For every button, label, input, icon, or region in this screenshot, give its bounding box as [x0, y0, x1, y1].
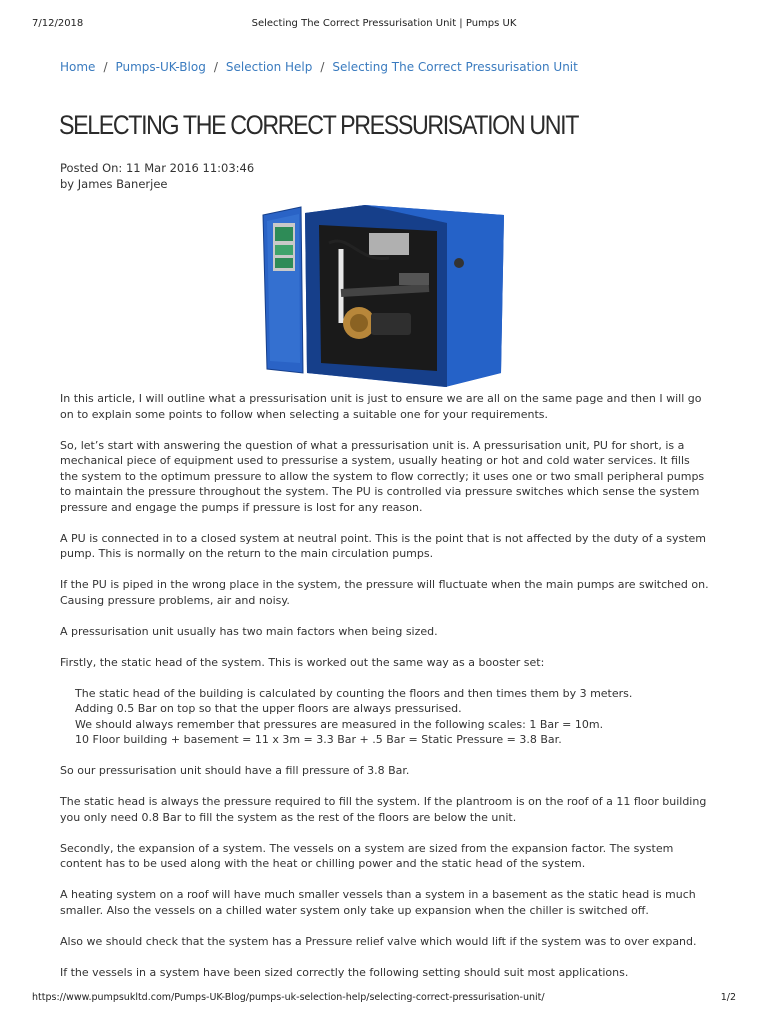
pressurisation-unit-photo [259, 203, 509, 388]
print-header [32, 18, 736, 32]
article-meta [60, 160, 254, 192]
breadcrumb-separator: / [320, 60, 325, 74]
breadcrumb-separator: / [213, 60, 218, 74]
paragraph: A pressurisation unit usually has two main factors when being sized. [60, 624, 438, 638]
print-url: https://www.pumpsukltd.com/Pumps-UK-Blog/pumps-uk-selection-help/selecting-correct-pressurisation-unit/ [32, 992, 545, 1003]
step-line: We should always remember that pressures are measured in the following scales: 1 Bar = 10m. [75, 717, 604, 731]
print-footer [32, 992, 736, 1006]
paragraph: Also we should check that the system has a Pressure relief valve which would lift if the system was to over expand. [60, 934, 697, 948]
breadcrumb-pumps-uk-blog[interactable]: Pumps-UK-Blog [115, 60, 206, 74]
paragraph: A heating system on a roof will have much smaller vessels than a system in a basement as the static head is much smaller. Also the vessels on a chilled water system only take up expansion when the chiller is switched off. [60, 888, 696, 917]
page-number: 1/2 [720, 992, 736, 1003]
static-head-steps [75, 686, 710, 748]
breadcrumb-home[interactable]: Home [60, 60, 96, 74]
article-title: SELECTING THE CORRECT PRESSURISATION UNIT [59, 110, 579, 140]
posted-on: Posted On: 11 Mar 2016 11:03:46 [60, 161, 255, 175]
print-page-title: Selecting The Correct Pressurisation Unit | Pumps UK [251, 18, 517, 29]
print-date: 7/12/2018 [32, 18, 84, 29]
author: by James Banerjee [60, 177, 168, 191]
paragraph: So, let’s start with answering the question of what a pressurisation unit is. A pressurisation unit, PU for short, is a mechanical piece of equipment used to pressurise a system, usually heating or hot and cold water services. It fills the system to the optimum pressure to allow the system to flow correctly; it uses one or two small peripheral pumps to maintain the pressure throughout the system. The PU is controlled via pressure switches which sense the system pressure and engage the pumps if pressure is lost for any reason. [60, 438, 705, 514]
step-line: Adding 0.5 Bar on top so that the upper floors are always pressurised. [75, 702, 462, 715]
breadcrumb-current-page[interactable]: Selecting The Correct Pressurisation Unit [332, 60, 578, 74]
paragraph: Secondly, the expansion of a system. The vessels on a system are sized from the expansion factor. The system content has to be used along with the heat or chilling power and the static head of the system. [60, 841, 674, 870]
paragraph: Firstly, the static head of the system. This is worked out the same way as a booster set: [60, 655, 545, 669]
paragraph: If the PU is piped in the wrong place in the system, the pressure will fluctuate when the main pumps are switched on. Causing pressure problems, air and noisy. [60, 578, 709, 607]
breadcrumb-selection-help[interactable]: Selection Help [225, 60, 313, 74]
breadcrumb [60, 60, 578, 74]
step-line: The static head of the building is calculated by counting the floors and then times them by 3 meters. [75, 686, 633, 700]
paragraph: In this article, I will outline what a pressurisation unit is just to ensure we are all on the same page and then I will go on to explain some points to follow when selecting a suitable one for your requirements. [60, 392, 702, 421]
article-body [60, 391, 710, 996]
paragraph: A PU is connected in to a closed system at neutral point. This is the point that is not affected by the duty of a system pump. This is normally on the return to the main circulation pumps. [60, 531, 706, 560]
step-line: 10 Floor building + basement = 11 x 3m = 3.3 Bar + .5 Bar = Static Pressure = 3.8 Bar. [75, 733, 562, 746]
paragraph: The static head is always the pressure required to fill the system. If the plantroom is on the roof of a 11 floor building you only need 0.8 Bar to fill the system as the rest of the floors are below the unit. [60, 795, 707, 824]
breadcrumb-separator: / [103, 60, 108, 74]
paragraph: So our pressurisation unit should have a fill pressure of 3.8 Bar. [60, 764, 410, 777]
paragraph: If the vessels in a system have been sized correctly the following setting should suit most applications. [60, 965, 629, 979]
pressurisation-unit-illustration [259, 203, 509, 388]
